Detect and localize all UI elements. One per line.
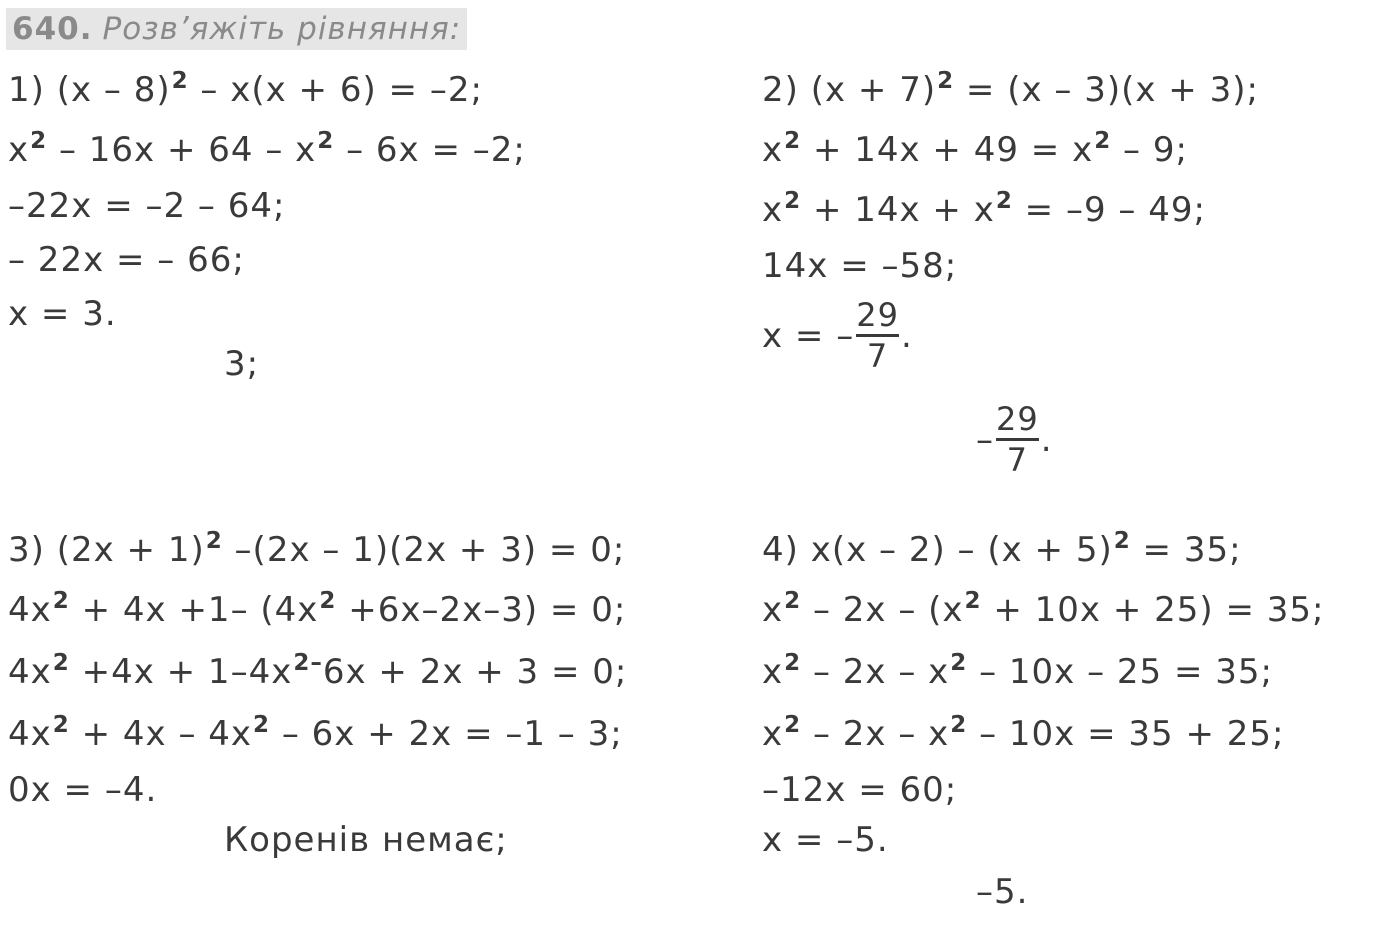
p3-answer: Коренів немає;	[224, 820, 508, 860]
p3-line-5: 0x = –4.	[8, 770, 158, 810]
p3-line-2: $4x^2 + 4x +1-$ $(4x^2 +6x-2x-3) = 0$;	[8, 588, 627, 630]
exercise-title: Розв’яжіть рівняння:	[102, 11, 462, 47]
p2-line-1: 2) $(x + 7)^2 = (x - 3)(x + 3)$;	[762, 68, 1259, 110]
p4-line-4: $x^2 - 2x - x^2 - 10x = 35 + 25$;	[762, 712, 1285, 754]
p4-line-2: $x^2 - 2x - (x^2 + 10x + 25) = 35$;	[762, 588, 1325, 630]
p3-line-1: 3) $(2x + 1)^2$ –(2x – 1)(2x + 3) = 0;	[8, 528, 626, 570]
p2-answer-fraction: $\frac{29}{7}$	[996, 400, 1039, 479]
p3-line-3: $4x^2 +4x + 1-4x^{2-}6x + 2x + 3 = 0$;	[8, 650, 628, 692]
p1-line-5: x = 3.	[8, 294, 117, 334]
p4-line-5: –12x = 60;	[762, 770, 958, 810]
p2-line-3: $x^2 + 14x + x^2 = -9 - 49$;	[762, 188, 1206, 230]
exercise-number: 640.	[12, 11, 93, 47]
p2-line-2: $x^2 + 14x + 49 = x^2 - 9$;	[762, 128, 1188, 170]
p1-line-3: –22x = –2 – 64;	[8, 186, 286, 226]
p2-answer: – $\frac{29}{7}$ .	[976, 400, 1053, 479]
p2-line-4: 14x = –58;	[762, 246, 958, 286]
p1-line-1: 1) (x – 8)$^2$ – x(x + 6) = –2;	[8, 68, 483, 110]
p2-line-5: x = – $\frac{29}{7}$ .	[762, 296, 913, 375]
p4-line-3: $x^2 - 2x - x^2 - 10x - 25 = 35$;	[762, 650, 1273, 692]
p4-line-6: x = –5.	[762, 820, 889, 860]
p4-line-1: 4) $x(x - 2) - (x + 5)^2 = 35$;	[762, 528, 1242, 570]
exercise-header	[6, 8, 467, 50]
p4-answer: –5.	[976, 872, 1029, 912]
p2-fraction: $\frac{29}{7}$	[856, 296, 899, 375]
p1-answer: 3;	[224, 344, 260, 384]
p3-line-4: $4x^2 + 4x - 4x^2 - 6x + 2x = -1 - 3$;	[8, 712, 623, 754]
p1-line-2: $x^2 - 16x + 64 - x^2 - 6x = -2$;	[8, 128, 526, 170]
p1-line-4: – 22x = – 66;	[8, 240, 245, 280]
